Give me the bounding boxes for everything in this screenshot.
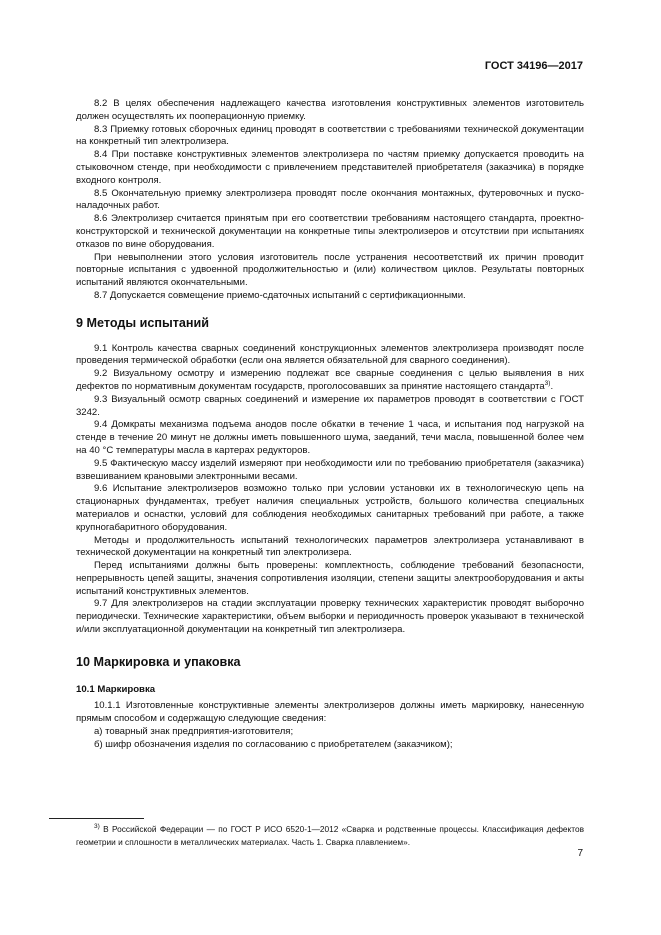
paragraph-9-6: 9.6 Испытание электролизеров возможно только при условии установки их в технологическую цепь на стационарных фундаментах, требует наличия специальных устройств, большого количества специальных материалов и оснастки, условий для соблюдения необходимых санитарных требований при работе, а также крупногабаритного оборудования. — [76, 483, 584, 533]
paragraph-9-6-checks: Перед испытаниями должны быть проверены: комплектность, соблюдение требований безопасности, непрерывность цепей защиты, значения сопротивления изоляции, степени защиты электрооборудования и акты испытаний конструктивных элементов. — [76, 560, 584, 597]
list-item-b: б) шифр обозначения изделия по согласованию с приобретателем (заказчиком); — [94, 738, 453, 750]
paragraph-9-4: 9.4 Домкраты механизма подъема анодов после обкатки в течение 1 часа, и испытания под нагрузкой на стенде в течение 20 минут не должны иметь повышенного шума, заеданий, течи масла, повышенной более чем на 40 °С температуры масла в картерах редукторов. — [76, 419, 584, 456]
paragraph-8-4: 8.4 При поставке конструктивных элементов электролизера по частям приемку допускается проводить на стыковочном стенде, при необходимости с привлечением представителей приобретателя (заказчика) в порядке входного контроля. — [76, 149, 584, 186]
paragraph-8-3: 8.3 Приемку готовых сборочных единиц проводят в соответствии с требованиями технической документации на конкретный тип электролизера. — [76, 123, 584, 148]
subsection-10-1-heading: 10.1 Маркировка — [76, 683, 156, 695]
page-body — [76, 98, 584, 752]
footnote — [76, 823, 584, 848]
footnote-separator — [49, 818, 144, 819]
paragraph-9-7: 9.7 Для электролизеров на стадии эксплуатации проверку технических характеристик проводят выборочно периодически. Технические характеристики, объем выборки и периодичность проверок указывают в технической и/или эксплуатационной документации на конкретный тип электролизера. — [76, 598, 584, 636]
paragraph-8-6-continued: При невыполнении этого условия изготовитель после устранения несоответствий их причин проводит повторные испытания с удвоенной продолжительностью и (или) количеством циклов. Результаты повторных испытаний являются окончательными. — [76, 251, 584, 289]
footnote-reference: 3) — [544, 379, 551, 387]
document-code-header: ГОСТ 34196—2017 — [484, 60, 583, 72]
footnote-mark-wrap — [76, 824, 100, 834]
paragraph-10-1-1: 10.1.1 Изготовленные конструктивные элементы электролизеров должны иметь маркировку, нанесенную прямым способом и содержащую следующие сведения: — [76, 700, 584, 725]
section-10-heading: 10 Маркировка и упаковка — [76, 654, 241, 669]
paragraph-9-6-methods: Методы и продолжительность испытаний технологических параметров электролизера устанавливают в технической документации на конкретный тип электролизера. — [76, 534, 584, 559]
paragraph-9-2 — [76, 368, 584, 394]
page-number: 7 — [577, 848, 583, 859]
paragraph-8-2: 8.2 В целях обеспечения надлежащего качества изготовления конструктивных элементов изготовитель должен осуществлять их пооперационную приемку. — [76, 98, 584, 122]
paragraph-9-1: 9.1 Контроль качества сварных соединений конструкционных элементов электролизера производят после проведения термической обработки (если она является обязательной для сварного соединения). — [76, 342, 584, 367]
footnote-text: В Российской Федерации — по ГОСТ Р ИСО 6520-1—2012 «Сварка и родственные процессы. Классификация дефектов геометрии и сплошности в металлических материалах. Часть 1. Сварка плавлением». — [76, 824, 584, 847]
footnote-mark: 3) — [94, 823, 100, 831]
paragraph-8-6: 8.6 Электролизер считается принятым при его соответствии требованиям настоящего стандарта, проектно-конструкторской и технической документации на конкретные типы электролизеров и отсутствии при испытаниях отказов по вине оборудования. — [76, 213, 584, 250]
paragraph-9-3: 9.3 Визуальный осмотр сварных соединений и измерение их параметров проводят в соответствии с ГОСТ 3242. — [76, 393, 584, 418]
paragraph-8-7: 8.7 Допускается совмещение приемо-сдаточных испытаний с сертификационными. — [94, 289, 466, 301]
paragraph-9-2-text: 9.2 Визуальному осмотру и измерению подлежат все сварные соединения с целью выявления в них дефектов по нормативным документам государств, проголосовавших за принятие настоящего стандарта — [76, 368, 584, 392]
section-9-heading: 9 Методы испытаний — [76, 315, 209, 330]
paragraph-9-5: 9.5 Фактическую массу изделий измеряют при необходимости или по требованию приобретателя (заказчика) взвешиванием крановыми электронными весами. — [76, 457, 584, 482]
paragraph-8-5: 8.5 Окончательную приемку электролизера проводят после окончания монтажных, футеровочных и пуско-наладочных работ. — [76, 187, 584, 212]
paragraph-9-2-end: . — [550, 380, 554, 392]
list-item-a: а) товарный знак предприятия-изготовителя; — [94, 726, 294, 738]
